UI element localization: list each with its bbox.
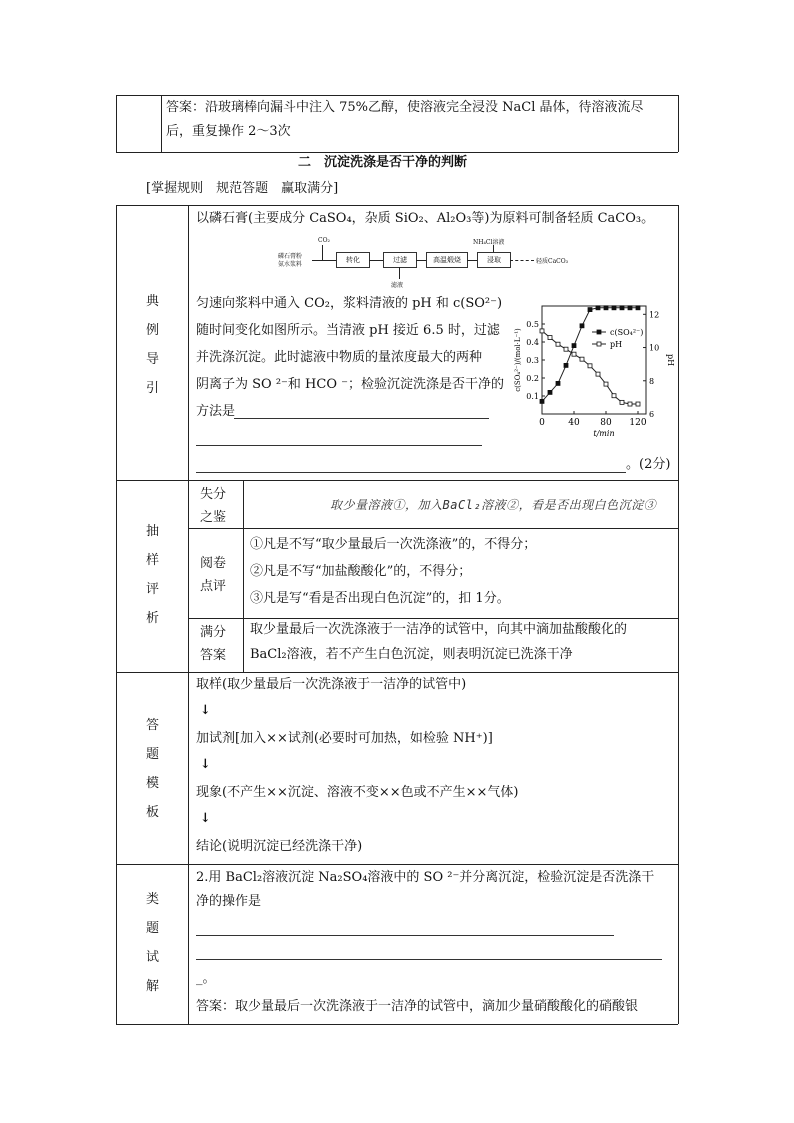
data-point-sulfate — [628, 306, 632, 310]
practice-blank-1[interactable] — [196, 935, 614, 936]
data-point-ph — [612, 394, 616, 398]
flow-filtrate: 滤液 — [391, 282, 404, 289]
legend-label: c(SO₄²⁻) — [610, 328, 644, 337]
flow-co2: CO₂ — [318, 237, 330, 244]
data-point-ph — [548, 336, 552, 340]
practice-end: _。 — [196, 971, 216, 986]
top-answer-line2: 后，重复操作 2～3次 — [166, 124, 291, 139]
typical-line6: 方法是 — [196, 404, 236, 419]
plot-frame — [542, 306, 646, 414]
legend-marker — [597, 330, 601, 334]
data-point-sulfate — [564, 363, 568, 367]
data-point-ph — [596, 372, 600, 376]
arrow-down-icon: ↓ — [200, 703, 211, 718]
row-label-sample: 抽 样 评 析 — [146, 524, 160, 626]
x-tick-label: 120 — [629, 418, 647, 428]
y-right-tick-label: 12 — [649, 310, 660, 320]
practice-line2: 净的操作是 — [196, 894, 262, 909]
legend-label: pH — [610, 340, 623, 349]
data-point-ph — [636, 402, 640, 406]
x-tick-label: 80 — [600, 418, 612, 428]
template-step4: 结论(说明沉淀已经洗涤干净) — [196, 839, 363, 854]
practice-line1: 2.用 BaCl₂溶液沉淀 Na₂SO₄溶液中的 SO ²⁻并分离沉淀，检验沉淀是否洗涤干 — [196, 870, 655, 885]
sample-label-2: 阅卷 点评 — [200, 556, 227, 594]
y-left-tick-label: 0.2 — [526, 374, 539, 383]
answer-blank-3[interactable] — [196, 472, 626, 473]
row-label-typical: 典 例 导 引 — [146, 294, 160, 396]
y-right-tick-label: 8 — [649, 376, 655, 386]
y-left-tick-label: 0.3 — [526, 356, 539, 365]
flow-nh4cl: NH₄Cl溶液 — [473, 239, 505, 246]
flow-box-3: 高温煅烧 — [426, 252, 468, 268]
data-point-ph — [572, 352, 576, 356]
data-point-sulfate — [620, 306, 624, 310]
flow-box-1: 转化 — [336, 252, 370, 268]
review-2: ②凡是不写“加盐酸酸化”的，不得分； — [250, 564, 472, 579]
y-left-tick-label: 0.5 — [526, 320, 539, 329]
handwritten-answer: 取少量溶液①，加入BaCl₂溶液②，看是否出现白色沉淀③ — [330, 498, 657, 512]
data-point-sulfate — [540, 399, 544, 403]
practice-blank-2[interactable] — [196, 959, 662, 960]
template-step2: 加试剂[加入××试剂(必要时可加热，如检验 NH⁺)] — [196, 731, 493, 746]
data-point-sulfate — [596, 306, 600, 310]
slogan: [掌握规则 规范答题 赢取满分] — [146, 181, 339, 196]
data-point-ph — [620, 400, 624, 404]
full-answer-1: 取少量最后一次洗涤液于一洁净的试管中，向其中滴加盐酸酸化的 — [250, 622, 628, 637]
sample-label-3: 满分 答案 — [200, 625, 227, 663]
y-right-tick-label: 6 — [649, 410, 655, 419]
typical-line1: 以磷石膏(主要成分 CaSO₄，杂质 SiO₂、Al₂O₃等)为原料可制备轻质 CaCO₃。 — [196, 211, 655, 226]
review-1: ①凡是不写“取少量最后一次洗涤液”的，不得分； — [250, 537, 537, 552]
data-point-ph — [556, 342, 560, 346]
data-point-sulfate — [548, 390, 552, 394]
data-point-ph — [604, 382, 608, 386]
series-line-sulfate — [542, 308, 638, 402]
data-point-ph — [564, 347, 568, 351]
full-answer-2: BaCl₂溶液，若不产生白色沉淀，则表明沉淀已洗涤干净 — [250, 647, 573, 662]
typical-line5: 阴离子为 SO ²⁻和 HCO ⁻；检验沉淀洗涤是否干净的 — [196, 377, 504, 392]
sample-label-1: 失分 之鉴 — [200, 487, 227, 525]
template-step3: 现象(不产生××沉淀、溶液不变××色或不产生××气体) — [196, 785, 519, 800]
typical-line3: 随时间变化如图所示。当清液 pH 接近 6.5 时，过滤 — [196, 323, 500, 338]
answer-blank-1[interactable] — [234, 418, 489, 419]
template-step1: 取样(取少量最后一次洗涤液于一洁净的试管中) — [196, 677, 467, 692]
x-tick-label: 0 — [539, 418, 545, 428]
y-left-tick-label: 0.1 — [526, 392, 539, 401]
arrow-down-icon: ↓ — [200, 811, 211, 826]
row-label-template: 答 题 模 板 — [146, 718, 160, 820]
data-point-sulfate — [604, 306, 608, 310]
typical-line4: 并洗涤沉淀。此时滤液中物质的量浓度最大的两种 — [196, 350, 483, 365]
flow-end: 轻质CaCO₃ — [536, 258, 569, 265]
section-title: 二 沉淀洗涤是否干净的判断 — [298, 155, 468, 170]
y-right-tick-label: 10 — [649, 343, 660, 353]
x-tick-label: 40 — [568, 418, 580, 428]
flow-start: 磷石膏粉 氨水浆料 — [278, 253, 303, 268]
flow-box-2: 过滤 — [383, 252, 417, 268]
data-point-ph — [588, 364, 592, 368]
data-point-ph — [628, 402, 632, 406]
top-answer-line1: 答案：沿玻璃棒向漏斗中注入 75%乙醇，使溶液完全浸没 NaCl 晶体，待溶液流尽 — [166, 100, 644, 115]
data-point-sulfate — [612, 306, 616, 310]
x-axis-label: t/min — [593, 429, 615, 438]
y-left-tick-label: 0.4 — [526, 338, 539, 347]
arrow-down-icon: ↓ — [200, 757, 211, 772]
y-left-axis-label: c(SO₄²⁻)/(mol·L⁻¹) — [514, 328, 522, 392]
data-point-sulfate — [636, 306, 640, 310]
review-3: ③凡是写“看是否出现白色沉淀”的，扣 1分。 — [250, 591, 510, 606]
flow-box-4: 浸取 — [477, 252, 511, 268]
concentration-ph-chart — [510, 296, 678, 442]
y-right-axis-label: pH — [666, 353, 675, 367]
answer-blank-2[interactable] — [196, 445, 482, 446]
data-point-sulfate — [580, 324, 584, 328]
typical-score: 。(2分) — [626, 457, 671, 472]
data-point-sulfate — [572, 344, 576, 348]
data-point-ph — [580, 357, 584, 361]
typical-line2: 匀速向浆料中通入 CO₂，浆料清液的 pH 和 c(SO²⁻) — [196, 296, 503, 311]
data-point-ph — [540, 329, 544, 333]
legend-marker — [597, 342, 601, 346]
practice-answer: 答案：取少量最后一次洗涤液于一洁净的试管中，滴加少量硝酸酸化的硝酸银 — [196, 999, 639, 1014]
row-label-practice: 类 题 试 解 — [146, 892, 160, 994]
data-point-sulfate — [556, 381, 560, 385]
data-point-sulfate — [588, 308, 592, 312]
